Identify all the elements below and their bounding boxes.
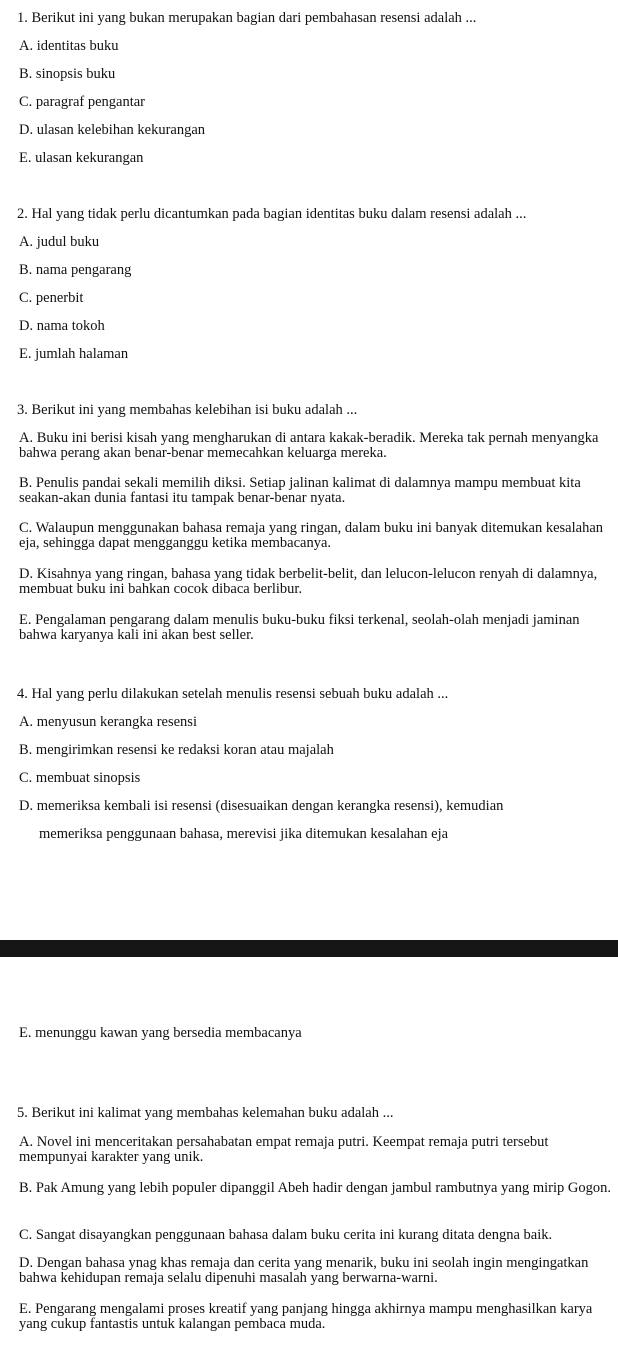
question-2-option-c: C. penerbit <box>19 290 84 306</box>
question-5-text: 5. Berikut ini kalimat yang membahas kelemahan buku adalah ... <box>17 1105 394 1121</box>
question-2-option-a: A. judul buku <box>19 234 100 250</box>
question-4-option-c: C. membuat sinopsis <box>19 770 141 786</box>
question-3-option-a: A. Buku ini berisi kisah yang mengharukan di antara kakak-beradik. Mereka tak pernah menyangka bahwa perang akan benar-benar memecahkan keluarga mereka. <box>19 430 599 461</box>
page-separator-band <box>0 940 618 957</box>
question-5-option-a: A. Novel ini menceritakan persahabatan empat remaja putri. Keempat remaja putri tersebut mempunyai karakter yang unik. <box>19 1134 549 1165</box>
question-2-option-d: D. nama tokoh <box>19 318 105 334</box>
question-1-text: 1. Berikut ini yang bukan merupakan bagian dari pembahasan resensi adalah ... <box>17 10 477 26</box>
question-3-option-b: B. Penulis pandai sekali memilih diksi. Setiap jalinan kalimat di dalamnya mampu membuat kita seakan-akan dunia fantasi itu tampak benar-benar nyata. <box>19 475 581 506</box>
question-4-option-b: B. mengirimkan resensi ke redaksi koran atau majalah <box>19 742 334 758</box>
question-1-option-e: E. ulasan kekurangan <box>19 150 144 166</box>
question-4-option-d-continued: memeriksa penggunaan bahasa, merevisi jika ditemukan kesalahan eja <box>39 826 449 842</box>
question-1-option-c: C. paragraf pengantar <box>19 94 146 110</box>
question-3-text: 3. Berikut ini yang membahas kelebihan isi buku adalah ... <box>17 402 358 418</box>
question-3-option-c: C. Walaupun menggunakan bahasa remaja yang ringan, dalam buku ini banyak ditemukan kesalahan eja, sehingga dapat mengganggu ketika membacanya. <box>19 520 604 551</box>
question-4-text: 4. Hal yang perlu dilakukan setelah menulis resensi sebuah buku adalah ... <box>17 686 449 702</box>
question-5-option-e: E. Pengarang mengalami proses kreatif yang panjang hingga akhirnya mampu menghasilkan karya yang cukup fantastis untuk kalangan pembaca muda. <box>19 1301 593 1332</box>
question-5-option-b: B. Pak Amung yang lebih populer dipanggil Abeh hadir dengan jambul rambutnya yang mirip Gogon. <box>19 1180 611 1196</box>
question-5-option-d: D. Dengan bahasa ynag khas remaja dan cerita yang menarik, buku ini seolah ingin mengingatkan bahwa kehidupan remaja selalu dipenuhi masalah yang berwarna-warni. <box>19 1255 589 1286</box>
question-5-option-c: C. Sangat disayangkan penggunaan bahasa dalam buku cerita ini kurang ditata dengna baik. <box>19 1227 553 1243</box>
question-1-option-d: D. ulasan kelebihan kekurangan <box>19 122 206 138</box>
question-4-option-e: E. menunggu kawan yang bersedia membacanya <box>19 1025 302 1041</box>
question-1-option-a: A. identitas buku <box>19 38 119 54</box>
question-3-option-d: D. Kisahnya yang ringan, bahasa yang tidak berbelit-belit, dan lelucon-lelucon renyah di dalamnya, membuat buku ini bahkan cocok dibaca berlibur. <box>19 566 598 597</box>
question-1-option-b: B. sinopsis buku <box>19 66 116 82</box>
question-2-option-e: E. jumlah halaman <box>19 346 129 362</box>
question-4-option-a: A. menyusun kerangka resensi <box>19 714 197 730</box>
question-2-text: 2. Hal yang tidak perlu dicantumkan pada bagian identitas buku dalam resensi adalah ... <box>17 206 527 222</box>
question-2-option-b: B. nama pengarang <box>19 262 132 278</box>
question-3-option-e: E. Pengalaman pengarang dalam menulis buku-buku fiksi terkenal, seolah-olah menjadi jaminan bahwa karyanya kali ini akan best seller. <box>19 612 580 643</box>
question-4-option-d: D. memeriksa kembali isi resensi (disesuaikan dengan kerangka resensi), kemudian <box>19 798 504 814</box>
